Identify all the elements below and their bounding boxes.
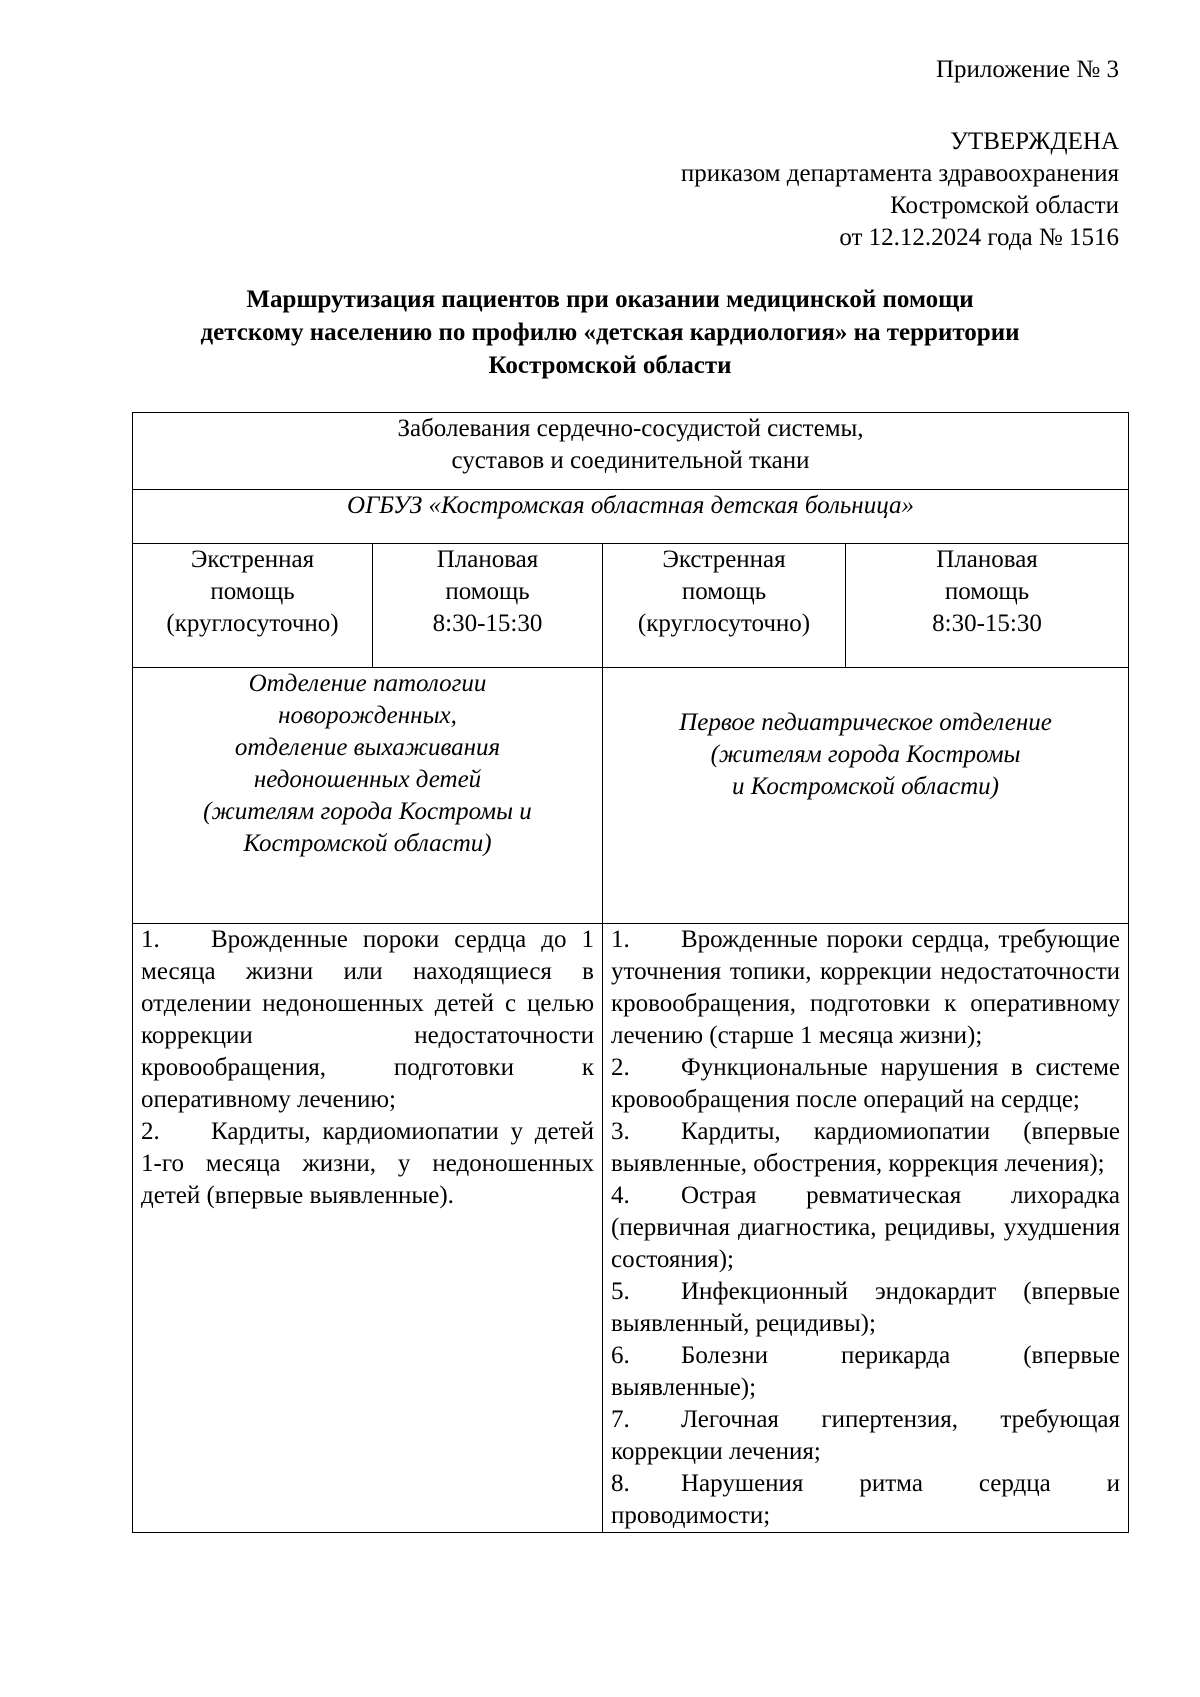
list-item xyxy=(141,924,594,1116)
title-line: Костромской области xyxy=(488,352,732,379)
item-text: Функциональные нарушения в системе кровообращения после операций на сердце; xyxy=(611,1054,1121,1113)
approval-authority: приказом департамента здравоохранения xyxy=(680,160,1119,187)
item-text: Врожденные пороки сердца, требующие уточнения топики, коррекции недостаточности кровообращения, подготовки к оперативному лечению (старше 1 месяца жизни); xyxy=(611,926,1121,1049)
department-line: Первое педиатрическое отделение xyxy=(679,709,1052,736)
care-mode-hours: 8:30-15:30 xyxy=(432,610,543,637)
document-title xyxy=(130,283,1090,382)
section-line: суставов и соединительной ткани xyxy=(451,447,810,474)
approval-order-date: от 12.12.2024 года № 1516 xyxy=(839,224,1119,251)
routing-table xyxy=(132,412,1129,1533)
department-line: отделение выхаживания xyxy=(234,734,501,761)
list-item xyxy=(611,1340,1120,1404)
care-mode-cell xyxy=(846,544,1129,668)
section-line: Заболевания сердечно-сосудистой системы, xyxy=(397,415,864,442)
item-text: Кардиты, кардиомиопатии у детей 1-го месяца жизни, у недоношенных детей (впервые выявленные). xyxy=(141,1118,594,1209)
care-mode-type: Плановая xyxy=(936,546,1038,573)
department-line: (жителям города Костромы и xyxy=(203,798,532,825)
item-number: 8. xyxy=(611,1470,630,1497)
item-number: 7. xyxy=(611,1406,630,1433)
item-number: 6. xyxy=(611,1342,630,1369)
care-mode-type: Плановая xyxy=(436,546,539,573)
section-row xyxy=(133,413,1129,490)
list-item xyxy=(611,1404,1120,1468)
department-line: недоношенных детей xyxy=(253,766,482,793)
approval-block xyxy=(681,126,1119,254)
department-line: (жителям города Костромы xyxy=(710,741,1021,768)
item-text: Легочная гипертензия, требующая коррекции лечения; xyxy=(611,1406,1121,1465)
department-cell-right xyxy=(603,668,1129,924)
title-line: детскому населению по профилю «детская кардиология» на территории xyxy=(200,319,1020,346)
item-text: Врожденные пороки сердца до 1 месяца жизни или находящиеся в отделении недоношенных детей с целью коррекции недостаточности кровообращения, подготовки к оперативному лечению; xyxy=(141,926,594,1113)
list-item xyxy=(611,924,1120,1052)
list-item xyxy=(611,1052,1120,1116)
care-mode-word: помощь xyxy=(445,578,530,605)
item-number: 2. xyxy=(611,1054,630,1081)
item-number: 2. xyxy=(141,1118,160,1145)
department-line: и Костромской области) xyxy=(732,773,999,800)
conditions-cell-left xyxy=(133,924,603,1533)
care-mode-hours: 8:30-15:30 xyxy=(932,610,1042,637)
institution-cell: ОГБУЗ «Костромская областная детская больница» xyxy=(133,490,1129,544)
department-line: новорожденных, xyxy=(278,702,457,729)
care-mode-type: Экстренная xyxy=(662,546,786,573)
care-mode-word: помощь xyxy=(944,578,1030,605)
annex-number: Приложение № 3 xyxy=(935,56,1119,83)
department-row xyxy=(133,668,1129,924)
item-text: Острая ревматическая лихорадка (первичная диагностика, рецидивы, ухудшения состояния); xyxy=(611,1182,1121,1273)
section-cell xyxy=(133,413,1129,490)
department-line: Костромской области) xyxy=(243,830,492,857)
list-item xyxy=(611,1468,1120,1532)
item-text: Кардиты, кардиомиопатии (впервые выявленные, обострения, коррекция лечения); xyxy=(611,1118,1121,1177)
item-text: Нарушения ритма сердца и проводимости; xyxy=(611,1470,1121,1529)
item-text: Болезни перикарда (впервые выявленные); xyxy=(611,1342,1121,1401)
care-mode-type: Экстренная xyxy=(190,546,315,573)
conditions-cell-right xyxy=(603,924,1129,1533)
approval-region: Костромской области xyxy=(890,192,1119,219)
care-mode-cell xyxy=(603,544,846,668)
care-mode-cell xyxy=(133,544,373,668)
item-number: 5. xyxy=(611,1278,630,1305)
department-line: Отделение патологии xyxy=(248,670,487,697)
list-item xyxy=(611,1180,1120,1276)
item-number: 3. xyxy=(611,1118,630,1145)
item-number: 1. xyxy=(141,926,160,953)
item-text: Инфекционный эндокардит (впервые выявленный, рецидивы); xyxy=(611,1278,1121,1337)
list-item xyxy=(611,1116,1120,1180)
list-item xyxy=(611,1276,1120,1340)
approval-heading: УТВЕРЖДЕНА xyxy=(950,128,1119,155)
care-mode-word: помощь xyxy=(681,578,767,605)
title-line: Маршрутизация пациентов при оказании медицинской помощи xyxy=(246,286,974,313)
department-cell-left xyxy=(133,668,603,924)
care-mode-row xyxy=(133,544,1129,668)
care-mode-word: помощь xyxy=(210,578,295,605)
list-item xyxy=(141,1116,594,1212)
item-number: 4. xyxy=(611,1182,630,1209)
conditions-row xyxy=(133,924,1129,1533)
care-mode-hours: (круглосуточно) xyxy=(166,610,339,637)
institution-row xyxy=(133,490,1129,544)
item-number: 1. xyxy=(611,926,630,953)
care-mode-cell xyxy=(373,544,603,668)
care-mode-hours: (круглосуточно) xyxy=(637,610,811,637)
